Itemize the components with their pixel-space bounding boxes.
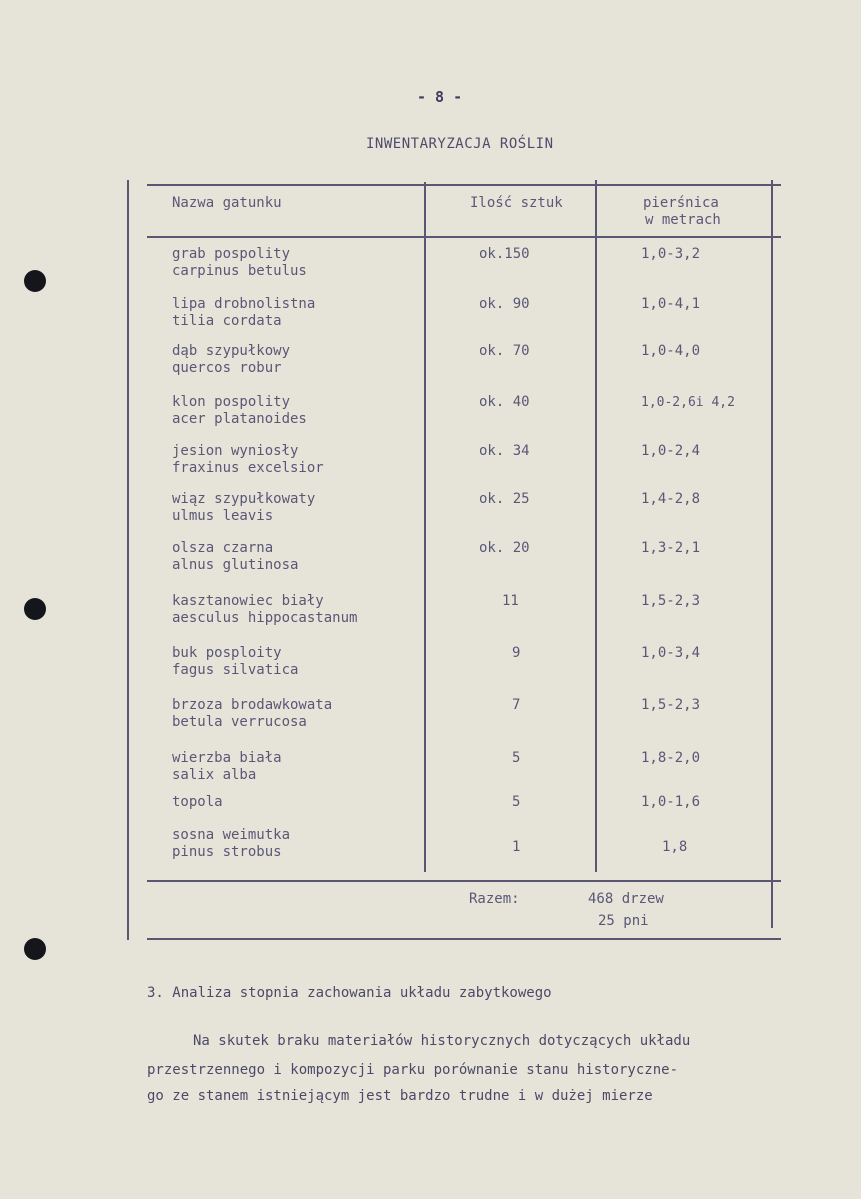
section-heading: 3. Analiza stopnia zachowania układu zabytkowego [147,985,552,1001]
table-right-border [771,180,773,928]
header-bottom-border [147,236,781,238]
page-number: - 8 - [417,88,463,106]
species-latin-name: betula verrucosa [172,714,307,730]
species-girth: 1,0-3,4 [641,645,701,661]
species-girth: 1,5-2,3 [641,697,701,713]
species-latin-name: salix alba [172,767,257,783]
table-left-border [127,180,129,940]
species-girth: 1,3-2,1 [641,540,701,556]
species-latin-name: tilia cordata [172,313,282,329]
species-quantity: 5 [512,750,521,766]
species-quantity: 11 [502,593,519,609]
species-girth: 1,0-2,6i 4,2 [641,395,735,410]
paragraph-line: Na skutek braku materiałów historycznych dotyczących układu [193,1033,691,1049]
body-bottom-border [147,880,781,882]
species-girth: 1,5-2,3 [641,593,701,609]
species-girth: 1,4-2,8 [641,491,701,507]
species-quantity: ok.150 [479,246,530,262]
species-polish-name: lipa drobnolistna [172,296,316,312]
species-latin-name: fagus silvatica [172,662,299,678]
species-latin-name: fraxinus excelsior [172,460,324,476]
species-polish-name: brzoza brodawkowata [172,697,333,713]
species-polish-name: jesion wyniosły [172,443,299,459]
species-girth: 1,0-1,6 [641,794,701,810]
species-quantity: 5 [512,794,521,810]
header-quantity: Ilość sztuk [470,195,563,211]
table-top-border [147,184,781,186]
species-polish-name: grab pospolity [172,246,291,262]
total-stumps: 25 pni [598,913,649,929]
header-girth-line2: w metrach [645,212,721,228]
species-quantity: ok. 70 [479,343,530,359]
species-quantity: 7 [512,697,521,713]
species-girth: 1,0-3,2 [641,246,701,262]
total-label: Razem: [469,891,520,907]
species-polish-name: dąb szypułkowy [172,343,291,359]
species-latin-name: acer platanoides [172,411,307,427]
species-girth: 1,8-2,0 [641,750,701,766]
species-quantity: 9 [512,645,521,661]
document-title: INWENTARYZACJA ROŚLIN [366,136,554,152]
species-polish-name: klon pospolity [172,394,291,410]
species-polish-name: sosna weimutka [172,827,291,843]
species-quantity: ok. 90 [479,296,530,312]
species-quantity: ok. 40 [479,394,530,410]
species-latin-name: ulmus leavis [172,508,274,524]
header-girth-line1: pierśnica [643,195,719,211]
table-bottom-border [147,938,781,940]
species-polish-name: kasztanowiec biały [172,593,324,609]
total-trees: 468 drzew [588,891,664,907]
punch-hole-1 [24,270,46,292]
species-girth: 1,0-4,1 [641,296,701,312]
paragraph-line: go ze stanem istniejącym jest bardzo trudne i w dużej mierze [147,1088,653,1104]
header-species-name: Nazwa gatunku [172,195,282,211]
species-quantity: ok. 20 [479,540,530,556]
species-polish-name: wiąz szypułkowaty [172,491,316,507]
species-quantity: 1 [512,839,521,855]
species-latin-name: quercos robur [172,360,282,376]
punch-hole-2 [24,598,46,620]
species-polish-name: buk posploity [172,645,282,661]
species-quantity: ok. 34 [479,443,530,459]
species-latin-name: aesculus hippocastanum [172,610,358,626]
species-girth: 1,8 [662,839,688,855]
species-table [127,180,787,942]
table-divider-1 [424,182,426,872]
species-latin-name: pinus strobus [172,844,282,860]
species-polish-name: olsza czarna [172,540,274,556]
species-girth: 1,0-2,4 [641,443,701,459]
species-latin-name: carpinus betulus [172,263,307,279]
species-quantity: ok. 25 [479,491,530,507]
species-polish-name: wierzba biała [172,750,282,766]
species-girth: 1,0-4,0 [641,343,701,359]
species-polish-name: topola [172,794,223,810]
paragraph-line: przestrzennego i kompozycji parku porównanie stanu historyczne- [147,1062,679,1078]
table-divider-2 [595,180,597,872]
species-latin-name: alnus glutinosa [172,557,299,573]
punch-hole-3 [24,938,46,960]
